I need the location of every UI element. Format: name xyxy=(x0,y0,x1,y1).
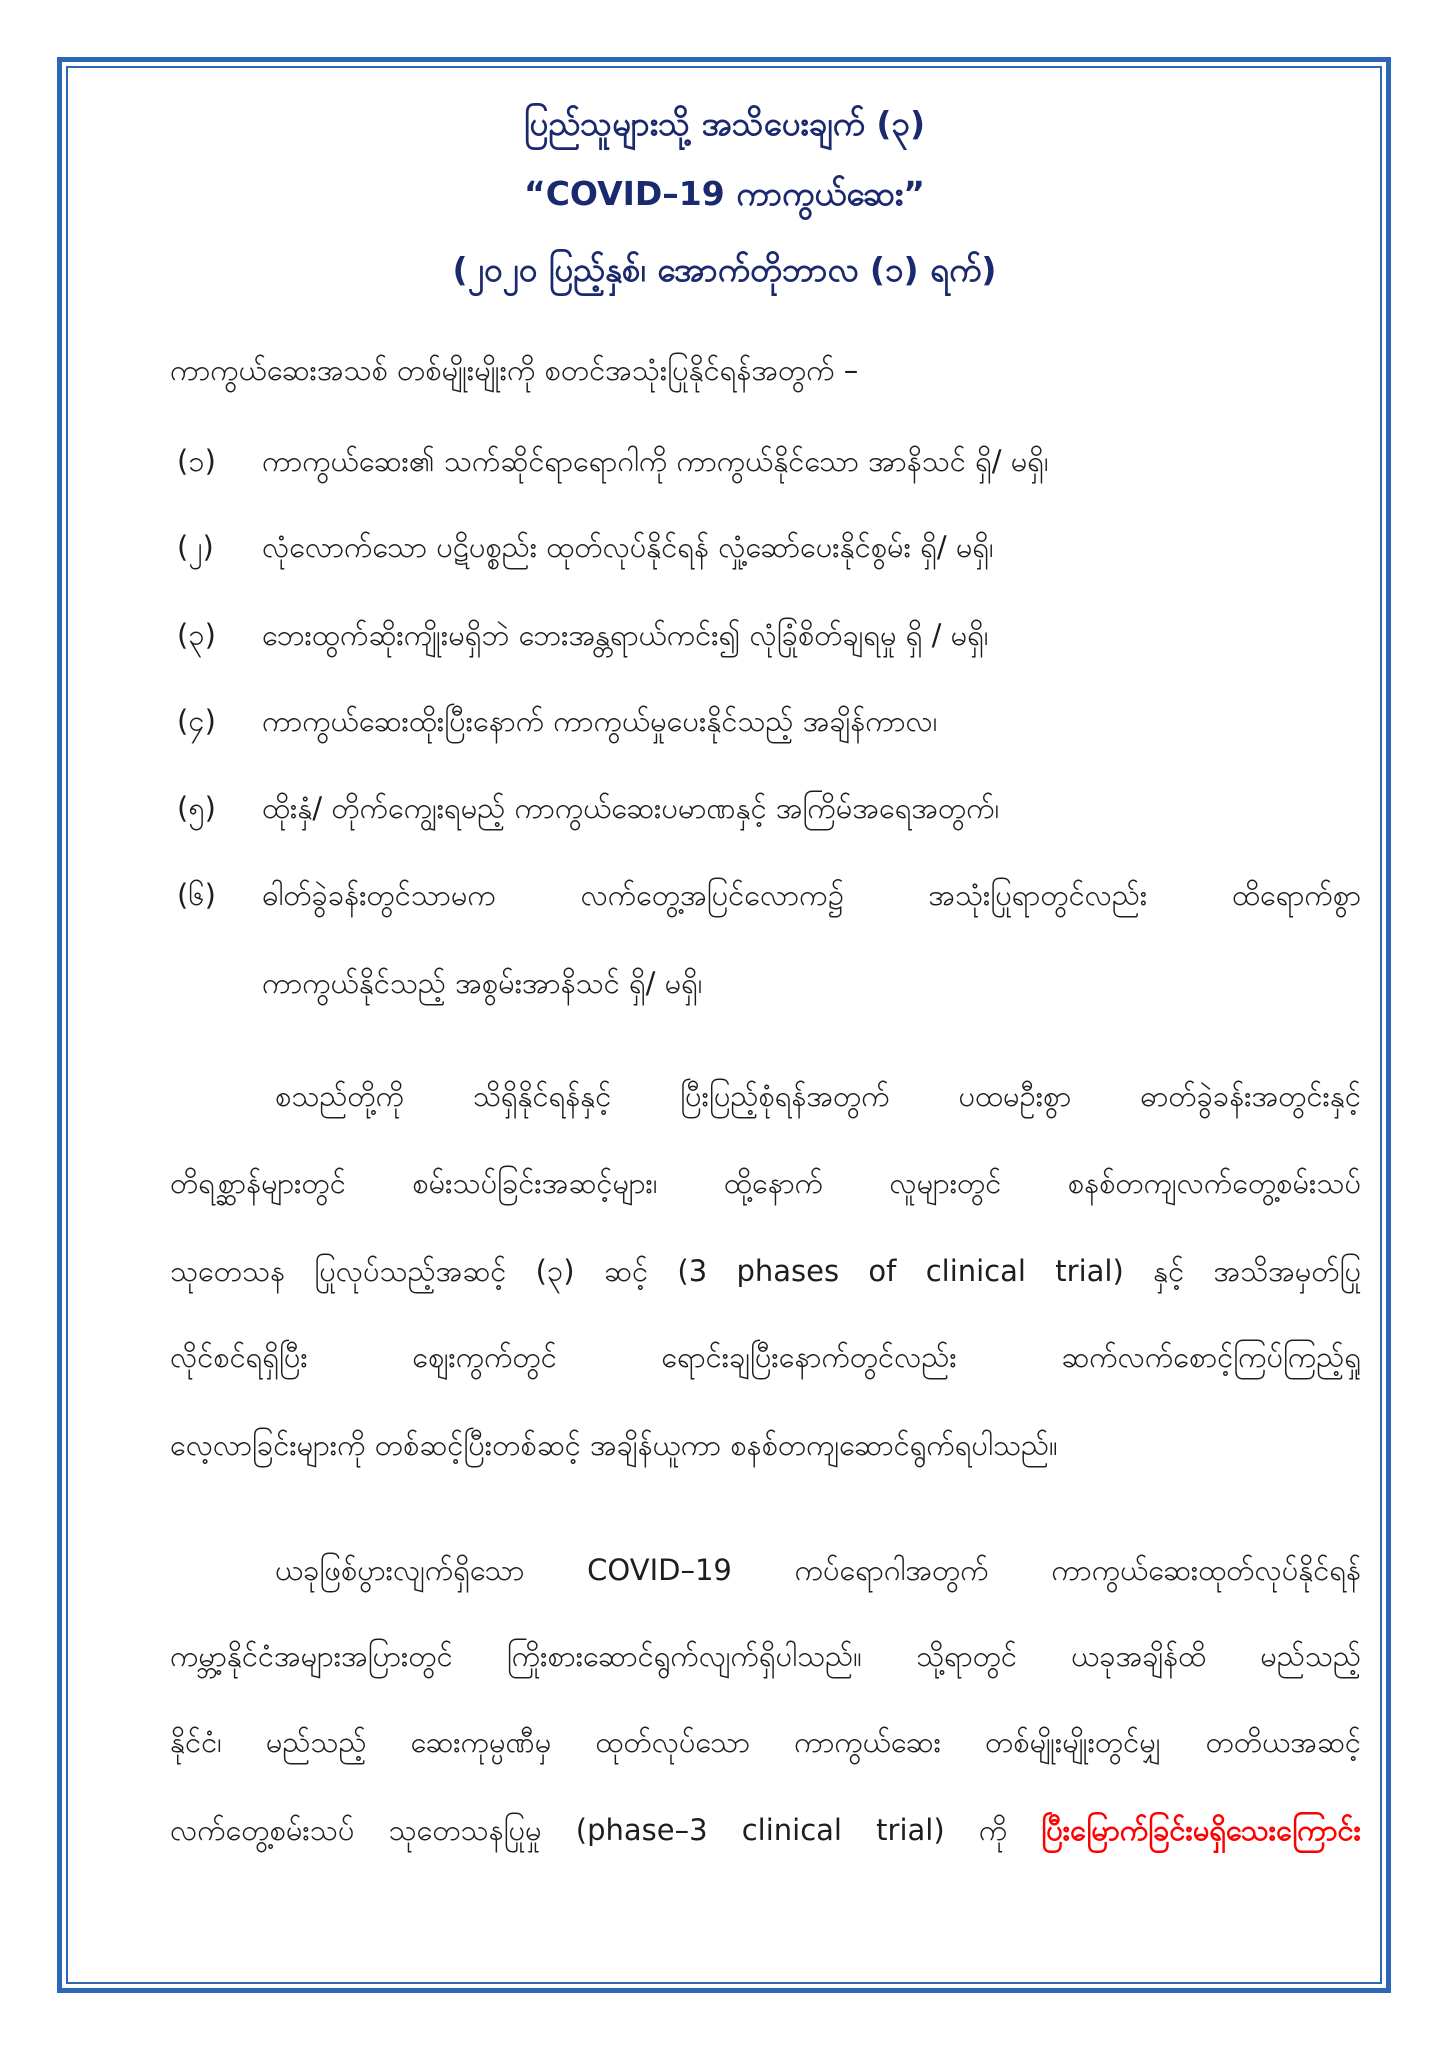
notice-title: ပြည်သူများသို့ အသိပေးချက် (၃) xyxy=(523,104,926,143)
paragraph-line: ကမ္ဘာ့နိုင်ငံအများအပြားတွင် ကြိုးစားဆောင်ရွက်လျက်ရှိပါသည်။ သို့ရာတွင် ယခုအချိန်ထိ မည်သည့် xyxy=(170,1639,1361,1673)
notice-subject: “COVID–19 ကာကွယ်ဆေး” xyxy=(524,174,925,213)
paragraph-line: ယခုဖြစ်ပွားလျက်ရှိသော COVID–19 ကပ်ရောဂါအတွက် ကာကွယ်ဆေးထုတ်လုပ်နိုင်ရန် xyxy=(275,1553,1361,1587)
list-item-number: (၃) xyxy=(177,618,216,652)
list-item-text: ကာကွယ်ဆေး၏ သက်ဆိုင်ရာရောဂါကို ကာကွယ်နိုင်သော အာနိသင် ရှိ/ မရှိ၊ xyxy=(262,444,1049,478)
paragraph-line: စသည်တို့ကို သိရှိနိုင်ရန်နှင့် ပြီးပြည့်စုံရန်အတွက် ပထမဦးစွာ ဓာတ်ခွဲခန်းအတွင်းနှင့် xyxy=(275,1079,1361,1113)
highlighted-warning-text: ပြီးမြောက်ခြင်းမရှိသေးကြောင်း xyxy=(1041,1813,1361,1847)
paragraph-line: လိုင်စင်ရရှိပြီး ဈေးကွက်တွင် ရောင်းချပြီးနောက်တွင်လည်း ဆက်လက်စောင့်ကြပ်ကြည့်ရှု xyxy=(170,1340,1361,1374)
paragraph-line-text: လက်တွေ့စမ်းသပ် သုတေသနပြုမှု (phase–3 clinical trial) ကို xyxy=(170,1813,1042,1847)
list-item-number: (၅) xyxy=(177,791,216,825)
intro-text: ကာကွယ်ဆေးအသစ် တစ်မျိုးမျိုးကို စတင်အသုံးပြုနိုင်ရန်အတွက် – xyxy=(170,353,859,387)
list-item-number: (၄) xyxy=(177,704,216,738)
list-item-text: ဘေးထွက်ဆိုးကျိုးမရှိဘဲ ဘေးအန္တရာယ်ကင်း၍ လုံခြုံစိတ်ချရမှု ရှိ / မရှိ၊ xyxy=(262,618,989,652)
paragraph-line: နိုင်ငံ၊ မည်သည့် ဆေးကုမ္ပဏီမှ ထုတ်လုပ်သော ကာကွယ်ဆေး တစ်မျိုးမျိုးတွင်မျှ တတိယအဆင့် xyxy=(170,1725,1361,1759)
list-item-text: ဓါတ်ခွဲခန်းတွင်သာမက လက်တွေ့အပြင်လောက၌ အသုံးပြုရာတွင်လည်း ထိရောက်စွာ xyxy=(262,878,1361,912)
notice-date: (၂၀၂၀ ပြည့်နှစ်၊ အောက်တိုဘာလ (၁) ရက်) xyxy=(452,250,997,289)
list-item-text: လုံလောက်သော ပဋိပစ္စည်း ထုတ်လုပ်နိုင်ရန် လှုံ့ဆော်ပေးနိုင်စွမ်း ရှိ/ မရှိ၊ xyxy=(262,530,994,564)
paragraph-line: တိရစ္ဆာန်များတွင် စမ်းသပ်ခြင်းအဆင့်များ၊ ထို့နောက် လူများတွင် စနစ်တကျလက်တွေ့စမ်းသပ် xyxy=(170,1166,1361,1200)
paragraph-line: သုတေသန ပြုလုပ်သည့်အဆင့် (၃) ဆင့် (3 phases of clinical trial) နှင့် အသိအမှတ်ပြု xyxy=(170,1254,1361,1288)
paragraph-line xyxy=(170,1800,1361,1860)
list-item-number: (၆) xyxy=(177,878,216,912)
list-item-text: ထိုးနှံ/ တိုက်ကျွေးရမည့် ကာကွယ်ဆေးပမာဏနှင့် အကြိမ်အရေအတွက်၊ xyxy=(262,791,1000,825)
list-item-number: (၁) xyxy=(177,444,216,478)
list-item-text-continued: ကာကွယ်နိုင်သည့် အစွမ်းအာနိသင် ရှိ/ မရှိ၊ xyxy=(262,966,703,1000)
paragraph-line: လေ့လာခြင်းများကို တစ်ဆင့်ပြီးတစ်ဆင့် အချိန်ယူကာ စနစ်တကျဆောင်ရွက်ရပါသည်။ xyxy=(170,1428,1058,1462)
list-item-text: ကာကွယ်ဆေးထိုးပြီးနောက် ကာကွယ်မှုပေးနိုင်သည့် အချိန်ကာလ၊ xyxy=(262,704,938,738)
list-item-number: (၂) xyxy=(177,530,214,564)
